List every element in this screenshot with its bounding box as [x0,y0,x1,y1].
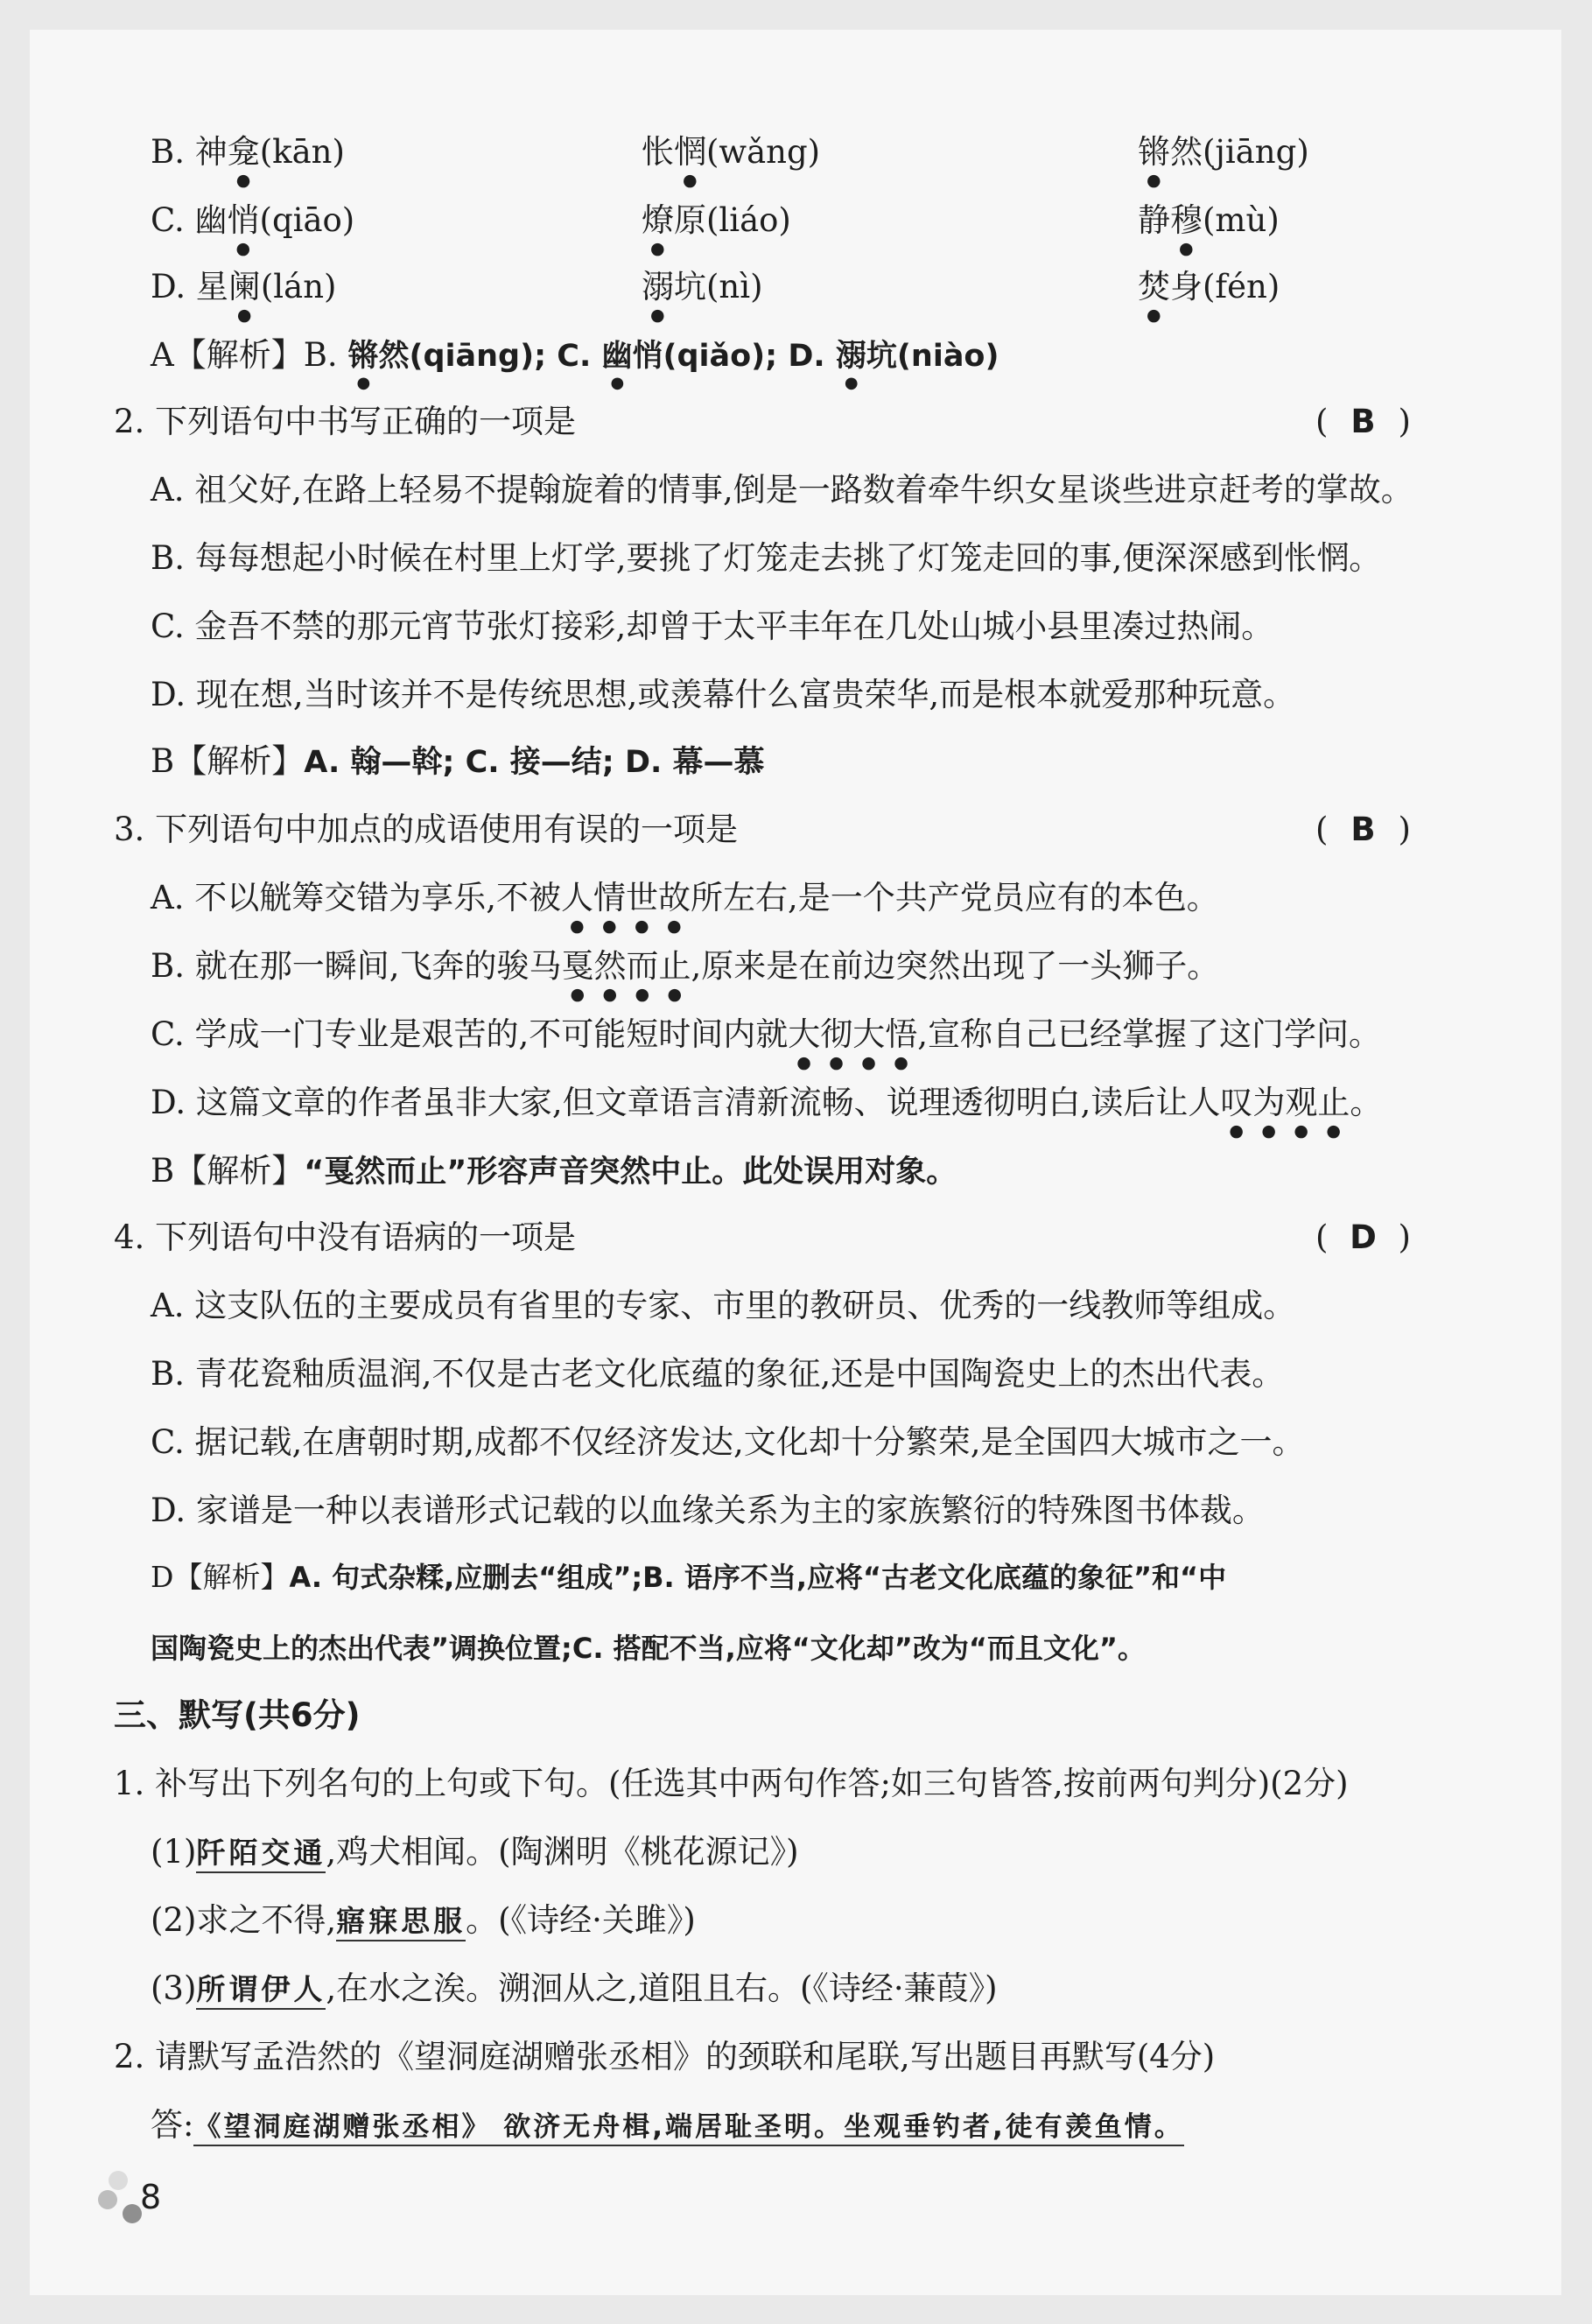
q1-option-b-word2: 怅惘(wǎng) [642,133,821,171]
q1-option-d-word2: 溺坑(nì) [642,268,763,305]
decor-hex-icon [98,2190,117,2209]
q1-option-c-word1: C. 幽悄(qiāo) [151,201,355,239]
s3-q1-item1: (1)阡陌交通,鸡犬相闻。(陶渊明《桃花源记》) [151,1833,799,1871]
q1-option-b-word1: B. 神龛(kān) [151,133,345,171]
q2-analysis: B【解析】A. 翰—斡; C. 接—结; D. 幕—慕 [151,742,765,780]
s3-q1-item2: (2)求之不得,寤寐思服。(《诗经·关雎》) [151,1901,696,1940]
q2-option-a: A. 祖父好,在路上轻易不提翰旋着的情事,倒是一路数着牵牛织女星谈些进京赶考的掌故。 [151,471,1413,509]
q1-option-c-word2: 燎原(liáo) [642,201,791,239]
q2-option-c: C. 金吾不禁的那元宵节张灯接彩,却曾于太平丰年在几处山城小县里凑过热闹。 [151,607,1274,645]
page-number: 8 [140,2178,162,2216]
q4-answer-bracket: ( D ) [1315,1218,1411,1256]
q3-option-a: A. 不以觥筹交错为享乐,不被人情世故所左右,是一个共产党员应有的本色。 [151,879,1219,916]
q2-answer: B [1350,403,1376,440]
q4-stem: 4. 下列语句中没有语病的一项是 [114,1218,577,1256]
decor-hex-icon [123,2204,142,2223]
q2-option-d: D. 现在想,当时该并不是传统思想,或羡幕什么富贵荣华,而是根本就爱那种玩意。 [151,676,1296,713]
q1-option-d-word1: D. 星阑(lán) [151,268,337,305]
section-3-title: 三、默写(共6分) [114,1696,361,1734]
q3-answer: B [1350,811,1376,848]
decor-hex-icon [109,2171,128,2190]
q1-option-c-word3: 静穆(mù) [1138,201,1280,239]
handwritten-answer: 《望洞庭湖赠张丞相》 欲济无舟楫,端居耻圣明。坐观垂钓者,徒有羡鱼情。 [193,2111,1183,2146]
handwritten-answer: 所谓伊人 [196,1972,326,2010]
q4-option-b: B. 青花瓷釉质温润,不仅是古老文化底蕴的象征,还是中国陶瓷史上的杰出代表。 [151,1355,1285,1393]
s3-q1-stem: 1. 补写出下列名句的上句或下句。(任选其中两句作答;如三句皆答,按前两句判分)(2分) [114,1765,1349,1802]
q3-option-c: C. 学成一门专业是艰苦的,不可能短时间内就大彻大悟,宣称自己已经掌握了这门学问。 [151,1015,1382,1053]
q4-option-c: C. 据记载,在唐朝时期,成都不仅经济发达,文化却十分繁荣,是全国四大城市之一。 [151,1423,1305,1461]
handwritten-answer: 阡陌交通 [196,1836,326,1873]
q1-analysis: A【解析】B. 锵然(qiāng); C. 幽悄(qiǎo); D. 溺坑(niào) [151,336,999,374]
q3-analysis: B【解析】“戛然而止”形容声音突然中止。此处误用对象。 [151,1152,957,1190]
q3-option-d: D. 这篇文章的作者虽非大家,但文章语言清新流畅、说理透彻明白,读后让人叹为观止。 [151,1084,1383,1121]
handwritten-answer: 寤寐思服 [336,1904,466,1941]
s3-q1-item3: (3)所谓伊人,在水之涘。溯洄从之,道阻且右。(《诗经·蒹葭》) [151,1969,998,2008]
q4-answer: D [1350,1218,1377,1256]
q1-option-d-word3: 焚身(fén) [1138,268,1280,305]
q3-answer-bracket: ( B ) [1315,811,1411,848]
q4-option-d: D. 家谱是一种以表谱形式记载的以血缘关系为主的家族繁衍的特殊图书体裁。 [151,1492,1265,1529]
q2-answer-bracket: ( B ) [1315,403,1411,440]
q3-option-b: B. 就在那一瞬间,飞奔的骏马戛然而止,原来是在前边突然出现了一头狮子。 [151,947,1220,985]
q4-analysis-line1: D【解析】A. 句式杂糅,应删去“组成”;B. 语序不当,应将“古老文化底蕴的象征”和“中 [151,1560,1227,1594]
q3-stem: 3. 下列语句中加点的成语使用有误的一项是 [114,811,739,848]
q1-option-b-word3: 锵然(jiāng) [1138,133,1309,171]
q2-stem: 2. 下列语句中书写正确的一项是 [114,403,577,440]
q4-analysis-line2: 国陶瓷史上的杰出代表”调换位置;C. 搭配不当,应将“文化却”改为“而且文化”。 [151,1632,1146,1665]
q4-option-a: A. 这支队伍的主要成员有省里的专家、市里的教研员、优秀的一线教师等组成。 [151,1287,1296,1324]
s3-q2-answer: 答:《望洞庭湖赠张丞相》 欲济无舟楫,端居耻圣明。坐观垂钓者,徒有羡鱼情。 [151,2106,1184,2145]
s3-q2-stem: 2. 请默写孟浩然的《望洞庭湖赠张丞相》的颈联和尾联,写出题目再默写(4分) [114,2038,1216,2075]
q2-option-b: B. 每每想起小时候在村里上灯学,要挑了灯笼走去挑了灯笼走回的事,便深深感到怅惘。 [151,539,1382,577]
